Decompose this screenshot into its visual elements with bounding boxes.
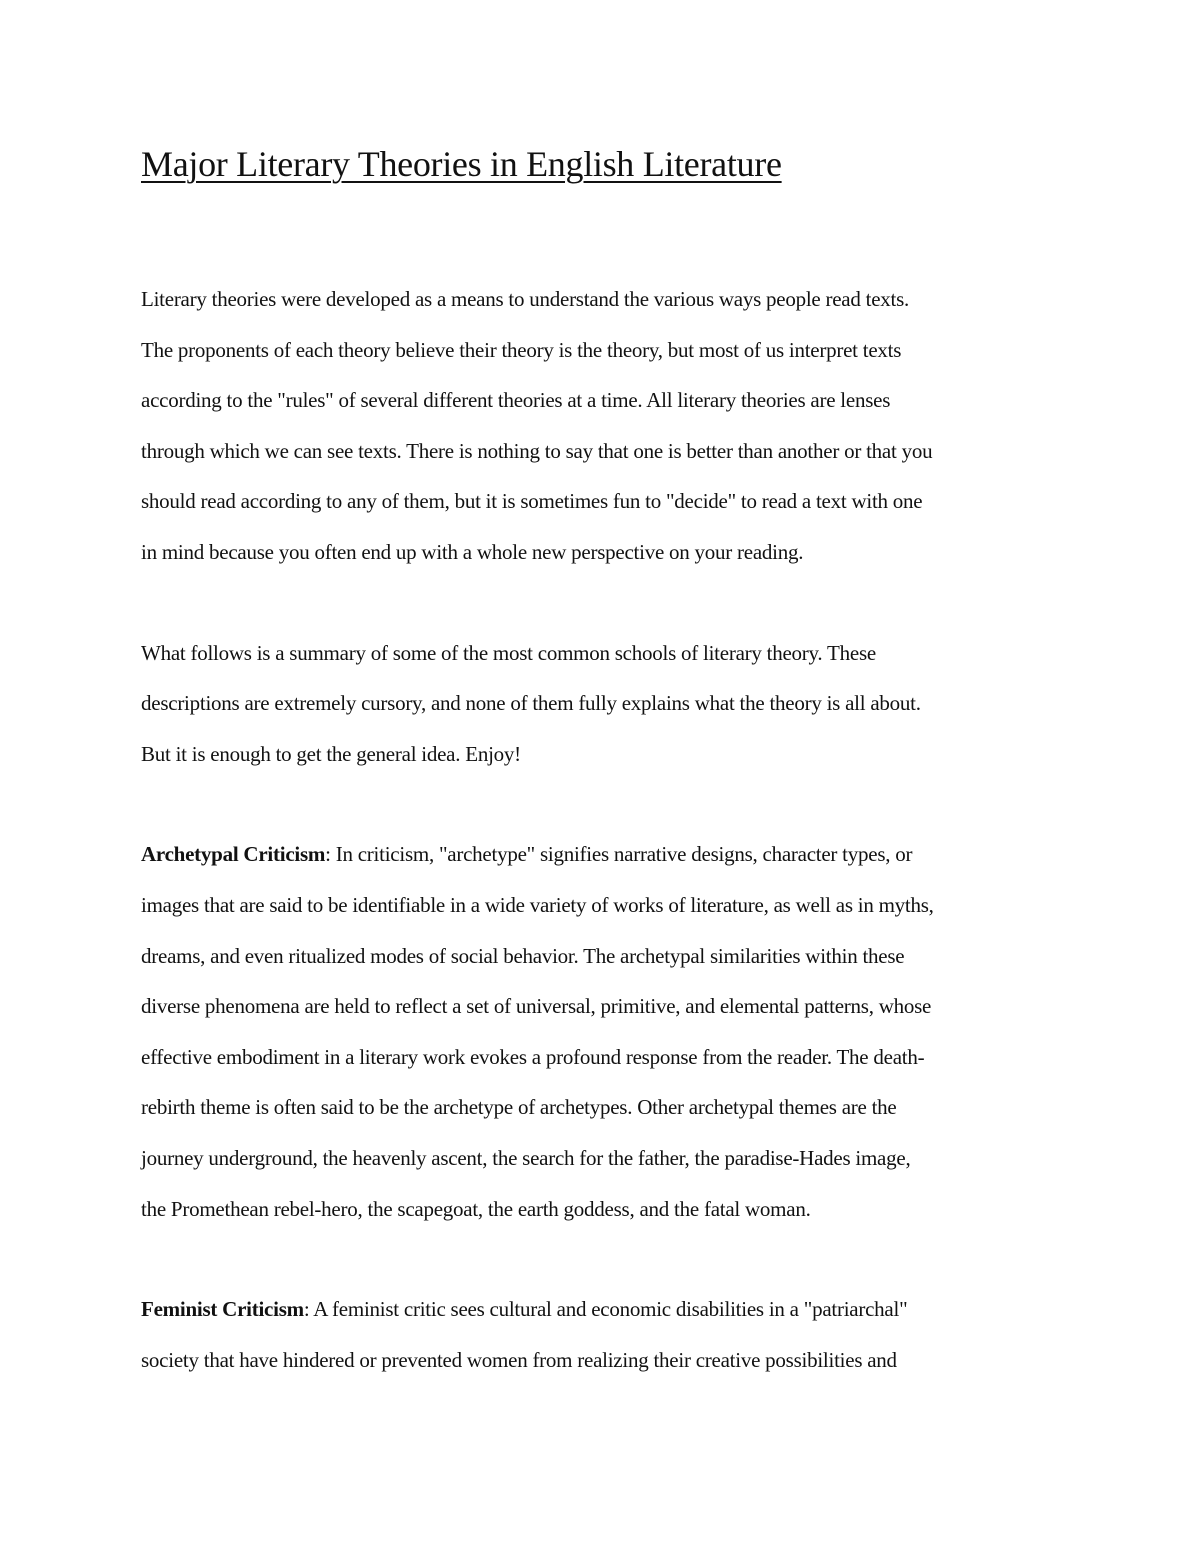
archetypal-line: rebirth theme is often said to be the archetype of archetypes. Other archetypal themes are the: [141, 1095, 897, 1120]
archetypal-criticism-paragraph: [141, 829, 1081, 1234]
feminist-first-line: [141, 1284, 1081, 1335]
summary-paragraph: [141, 628, 1081, 780]
intro-line: in mind because you often end up with a whole new perspective on your reading.: [141, 539, 804, 564]
archetypal-first-line: [141, 829, 1081, 880]
archetypal-criticism-term: Archetypal Criticism: [141, 842, 326, 867]
feminist-line: society that have hindered or prevented women from realizing their creative possibilities and: [141, 1347, 897, 1372]
intro-paragraph: [141, 274, 1081, 578]
feminist-definition-start: : A feminist critic sees cultural and economic disabilities in a "patriarchal": [303, 1297, 908, 1322]
intro-line: should read according to any of them, but it is sometimes fun to "decide" to read a text with one: [141, 489, 923, 514]
archetypal-line: dreams, and even ritualized modes of social behavior. The archetypal similarities within these: [141, 943, 905, 968]
archetypal-line: diverse phenomena are held to reflect a set of universal, primitive, and elemental patterns, whose: [141, 994, 932, 1019]
archetypal-line: journey underground, the heavenly ascent, the search for the father, the paradise-Hades image,: [141, 1145, 911, 1170]
intro-line: Literary theories were developed as a means to understand the various ways people read texts.: [141, 287, 910, 311]
archetypal-line: the Promethean rebel-hero, the scapegoat, the earth goddess, and the fatal woman.: [141, 1196, 811, 1221]
document-title: Major Literary Theories in English Literature: [141, 144, 782, 184]
intro-line: through which we can see texts. There is nothing to say that one is better than another or that you: [141, 438, 933, 463]
archetypal-line: images that are said to be identifiable in a wide variety of works of literature, as well as in myths,: [141, 892, 934, 917]
archetypal-line: effective embodiment in a literary work evokes a profound response from the reader. The death-: [141, 1044, 925, 1069]
feminist-criticism-term: Feminist Criticism: [141, 1297, 304, 1322]
archetypal-definition-start: : In criticism, "archetype" signifies narrative designs, character types, or: [325, 842, 913, 867]
summary-line: But it is enough to get the general idea. Enjoy!: [141, 741, 521, 766]
feminist-criticism-paragraph: [141, 1284, 1081, 1385]
summary-line: What follows is a summary of some of the most common schools of literary theory. These: [141, 640, 876, 665]
document-body: [141, 140, 1081, 1385]
intro-line: The proponents of each theory believe their theory is the theory, but most of us interpret texts: [141, 337, 902, 362]
summary-line: descriptions are extremely cursory, and none of them fully explains what the theory is all about.: [141, 691, 921, 716]
intro-line: according to the "rules" of several different theories at a time. All literary theories are lenses: [141, 388, 891, 413]
